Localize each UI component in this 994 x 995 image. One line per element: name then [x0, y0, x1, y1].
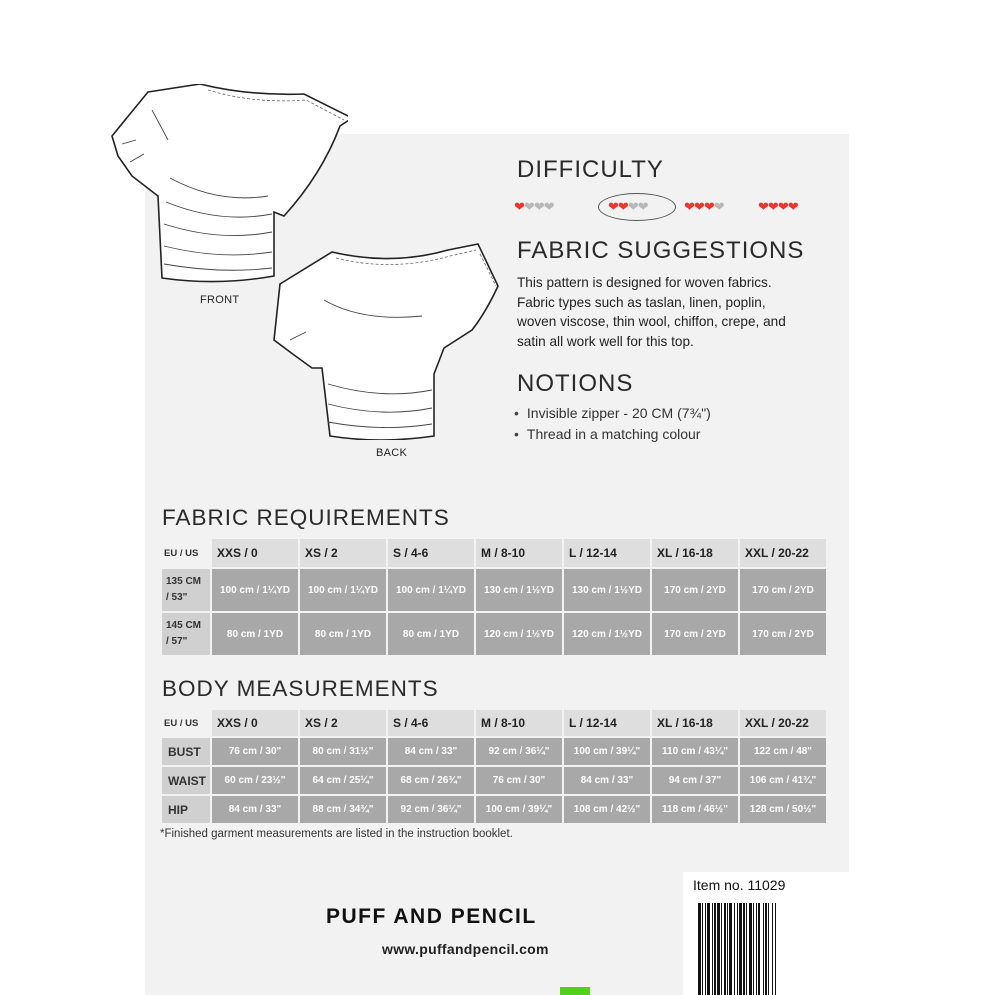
- fabric-suggestions-line: This pattern is designed for woven fabrics.: [517, 275, 772, 290]
- row-label: [161, 612, 211, 656]
- difficulty-level-3: [684, 196, 724, 218]
- table-cell: 76 cm / 30": [211, 737, 299, 766]
- notion-item: • Thread in a matching colour: [514, 424, 711, 445]
- table-cell: 106 cm / 41¾": [739, 766, 827, 795]
- table-cell: 170 cm / 2YD: [651, 612, 739, 656]
- barcode-bar: [734, 903, 735, 995]
- barcode-bar: [763, 903, 764, 995]
- table-cell: 92 cm / 36¼": [387, 795, 475, 824]
- fabric-suggestions-line: satin all work well for this top.: [517, 333, 694, 349]
- barcode-bar: [743, 903, 745, 995]
- barcode-bar: [698, 903, 701, 995]
- table-cell: 60 cm / 23½": [211, 766, 299, 795]
- fabric-suggestions-line: Fabric types such as taslan, linen, poplin,: [517, 294, 766, 310]
- barcode-bar: [737, 903, 738, 995]
- heart-empty-icon: ❤: [523, 199, 534, 214]
- table-cell: 84 cm / 33": [211, 795, 299, 824]
- table-cell: 80 cm / 1YD: [299, 612, 387, 656]
- barcode-bar: [714, 903, 716, 995]
- barcode-bar: [724, 903, 726, 995]
- table-cell: 68 cm / 26¾": [387, 766, 475, 795]
- table-cell: 130 cm / 1½YD: [475, 568, 563, 612]
- size-header: L / 12-14: [563, 538, 651, 568]
- table-row: [161, 737, 827, 766]
- row-label: WAIST: [161, 766, 211, 795]
- barcode-bar: [746, 903, 747, 995]
- table-cell: 100 cm / 39¼": [563, 737, 651, 766]
- difficulty-level-4: [758, 196, 798, 218]
- difficulty-level-2: [608, 196, 648, 218]
- heart-empty-icon: ❤: [533, 199, 544, 214]
- table-cell: 108 cm / 42½": [563, 795, 651, 824]
- table-cell: 80 cm / 1YD: [211, 612, 299, 656]
- row-label-line: 145 CM: [166, 620, 202, 631]
- row-label: HIP: [161, 795, 211, 824]
- table-corner: EU / US: [161, 538, 211, 568]
- barcode-bar: [758, 903, 760, 995]
- body-measurements-table: [160, 708, 828, 825]
- barcode-bar: [717, 903, 720, 995]
- fabric-suggestions-line: woven viscose, thin wool, chiffon, crepe, and: [517, 314, 786, 330]
- barcode-bar: [775, 903, 776, 995]
- table-cell: 170 cm / 2YD: [739, 568, 827, 612]
- row-label-line: / 57": [166, 636, 188, 647]
- table-row: [161, 568, 827, 612]
- fabric-requirements-table: [160, 537, 828, 657]
- table-cell: 100 cm / 1¼YD: [211, 568, 299, 612]
- table-header-row: [161, 709, 827, 737]
- difficulty-rating: [514, 196, 834, 218]
- barcode-bar: [753, 903, 754, 995]
- front-label: FRONT: [200, 294, 240, 306]
- row-label: BUST: [161, 737, 211, 766]
- barcode-bar: [765, 903, 767, 995]
- table-cell: 110 cm / 43¼": [651, 737, 739, 766]
- heart-filled-icon: ❤: [767, 199, 778, 214]
- size-header: L / 12-14: [563, 709, 651, 737]
- heart-empty-icon: ❤: [637, 199, 648, 214]
- barcode-bar: [712, 903, 713, 995]
- table-cell: 88 cm / 34¾": [299, 795, 387, 824]
- table-row: [161, 795, 827, 824]
- heart-filled-icon: ❤: [608, 199, 618, 214]
- size-header: XS / 2: [299, 538, 387, 568]
- heart-filled-icon: ❤: [514, 199, 524, 214]
- barcode-bar: [729, 903, 732, 995]
- table-cell: 130 cm / 1½YD: [563, 568, 651, 612]
- body-measurements-heading: BODY MEASUREMENTS: [162, 676, 439, 701]
- table-cell: 100 cm / 1¼YD: [299, 568, 387, 612]
- heart-empty-icon: ❤: [713, 199, 724, 214]
- table-cell: 100 cm / 1¼YD: [387, 568, 475, 612]
- heart-filled-icon: ❤: [684, 199, 694, 214]
- heart-filled-icon: ❤: [758, 199, 768, 214]
- fabric-requirements-heading: FABRIC REQUIREMENTS: [162, 505, 450, 530]
- size-header: XXL / 20-22: [739, 709, 827, 737]
- table-cell: 100 cm / 39¼": [475, 795, 563, 824]
- table-cell: 128 cm / 50½": [739, 795, 827, 824]
- table-cell: 76 cm / 30": [475, 766, 563, 795]
- difficulty-heading: DIFFICULTY: [517, 156, 664, 183]
- barcode-bar: [749, 903, 752, 995]
- table-header-row: [161, 538, 827, 568]
- table-corner: EU / US: [161, 709, 211, 737]
- row-label-line: 135 CM: [166, 576, 202, 587]
- barcode-bar: [705, 903, 706, 995]
- fabric-suggestions-text: [517, 273, 837, 351]
- size-header: XXS / 0: [211, 538, 299, 568]
- size-header: XXL / 20-22: [739, 538, 827, 568]
- barcode-bar: [727, 903, 728, 995]
- footnote: *Finished garment measurements are listed in the instruction booklet.: [160, 828, 513, 840]
- difficulty-level-1: [514, 196, 554, 218]
- heart-filled-icon: ❤: [617, 199, 628, 214]
- heart-empty-icon: ❤: [543, 199, 554, 214]
- table-cell: 122 cm / 48": [739, 737, 827, 766]
- barcode-icon: [698, 903, 848, 995]
- row-label: [161, 568, 211, 612]
- size-header: XXS / 0: [211, 709, 299, 737]
- notion-item: • Invisible zipper - 20 CM (7¾"): [514, 403, 711, 424]
- table-cell: 120 cm / 1½YD: [475, 612, 563, 656]
- table-row: [161, 612, 827, 656]
- table-cell: 92 cm / 36¼": [475, 737, 563, 766]
- item-number: Item no. 11029: [693, 877, 786, 893]
- table-row: [161, 766, 827, 795]
- barcode-bar: [739, 903, 742, 995]
- barcode-bar: [707, 903, 710, 995]
- table-cell: 170 cm / 2YD: [651, 568, 739, 612]
- notions-list: [514, 403, 711, 445]
- size-header: XS / 2: [299, 709, 387, 737]
- barcode-bar: [702, 903, 703, 995]
- website-url: www.puffandpencil.com: [382, 941, 549, 957]
- barcode-bar: [756, 903, 757, 995]
- back-garment-illustration: [272, 240, 507, 440]
- size-header: S / 4-6: [387, 538, 475, 568]
- table-cell: 170 cm / 2YD: [739, 612, 827, 656]
- heart-empty-icon: ❤: [627, 199, 638, 214]
- barcode-bar: [768, 903, 769, 995]
- size-header: M / 8-10: [475, 538, 563, 568]
- heart-filled-icon: ❤: [703, 199, 714, 214]
- table-cell: 84 cm / 33": [387, 737, 475, 766]
- table-cell: 64 cm / 25¼": [299, 766, 387, 795]
- brand-name: PUFF AND PENCIL: [326, 905, 537, 928]
- size-header: S / 4-6: [387, 709, 475, 737]
- back-label: BACK: [376, 447, 408, 459]
- table-cell: 120 cm / 1½YD: [563, 612, 651, 656]
- row-label-line: / 53": [166, 592, 188, 603]
- barcode-bar: [721, 903, 722, 995]
- table-cell: 118 cm / 46½": [651, 795, 739, 824]
- notions-heading: NOTIONS: [517, 370, 634, 397]
- table-cell: 80 cm / 1YD: [387, 612, 475, 656]
- green-tab: [560, 987, 590, 995]
- heart-filled-icon: ❤: [787, 199, 798, 214]
- size-header: XL / 16-18: [651, 538, 739, 568]
- fabric-suggestions-heading: FABRIC SUGGESTIONS: [517, 237, 805, 264]
- heart-filled-icon: ❤: [777, 199, 788, 214]
- size-header: M / 8-10: [475, 709, 563, 737]
- heart-filled-icon: ❤: [693, 199, 704, 214]
- table-cell: 80 cm / 31½": [299, 737, 387, 766]
- table-cell: 94 cm / 37": [651, 766, 739, 795]
- table-cell: 84 cm / 33": [563, 766, 651, 795]
- barcode-bar: [772, 903, 773, 995]
- size-header: XL / 16-18: [651, 709, 739, 737]
